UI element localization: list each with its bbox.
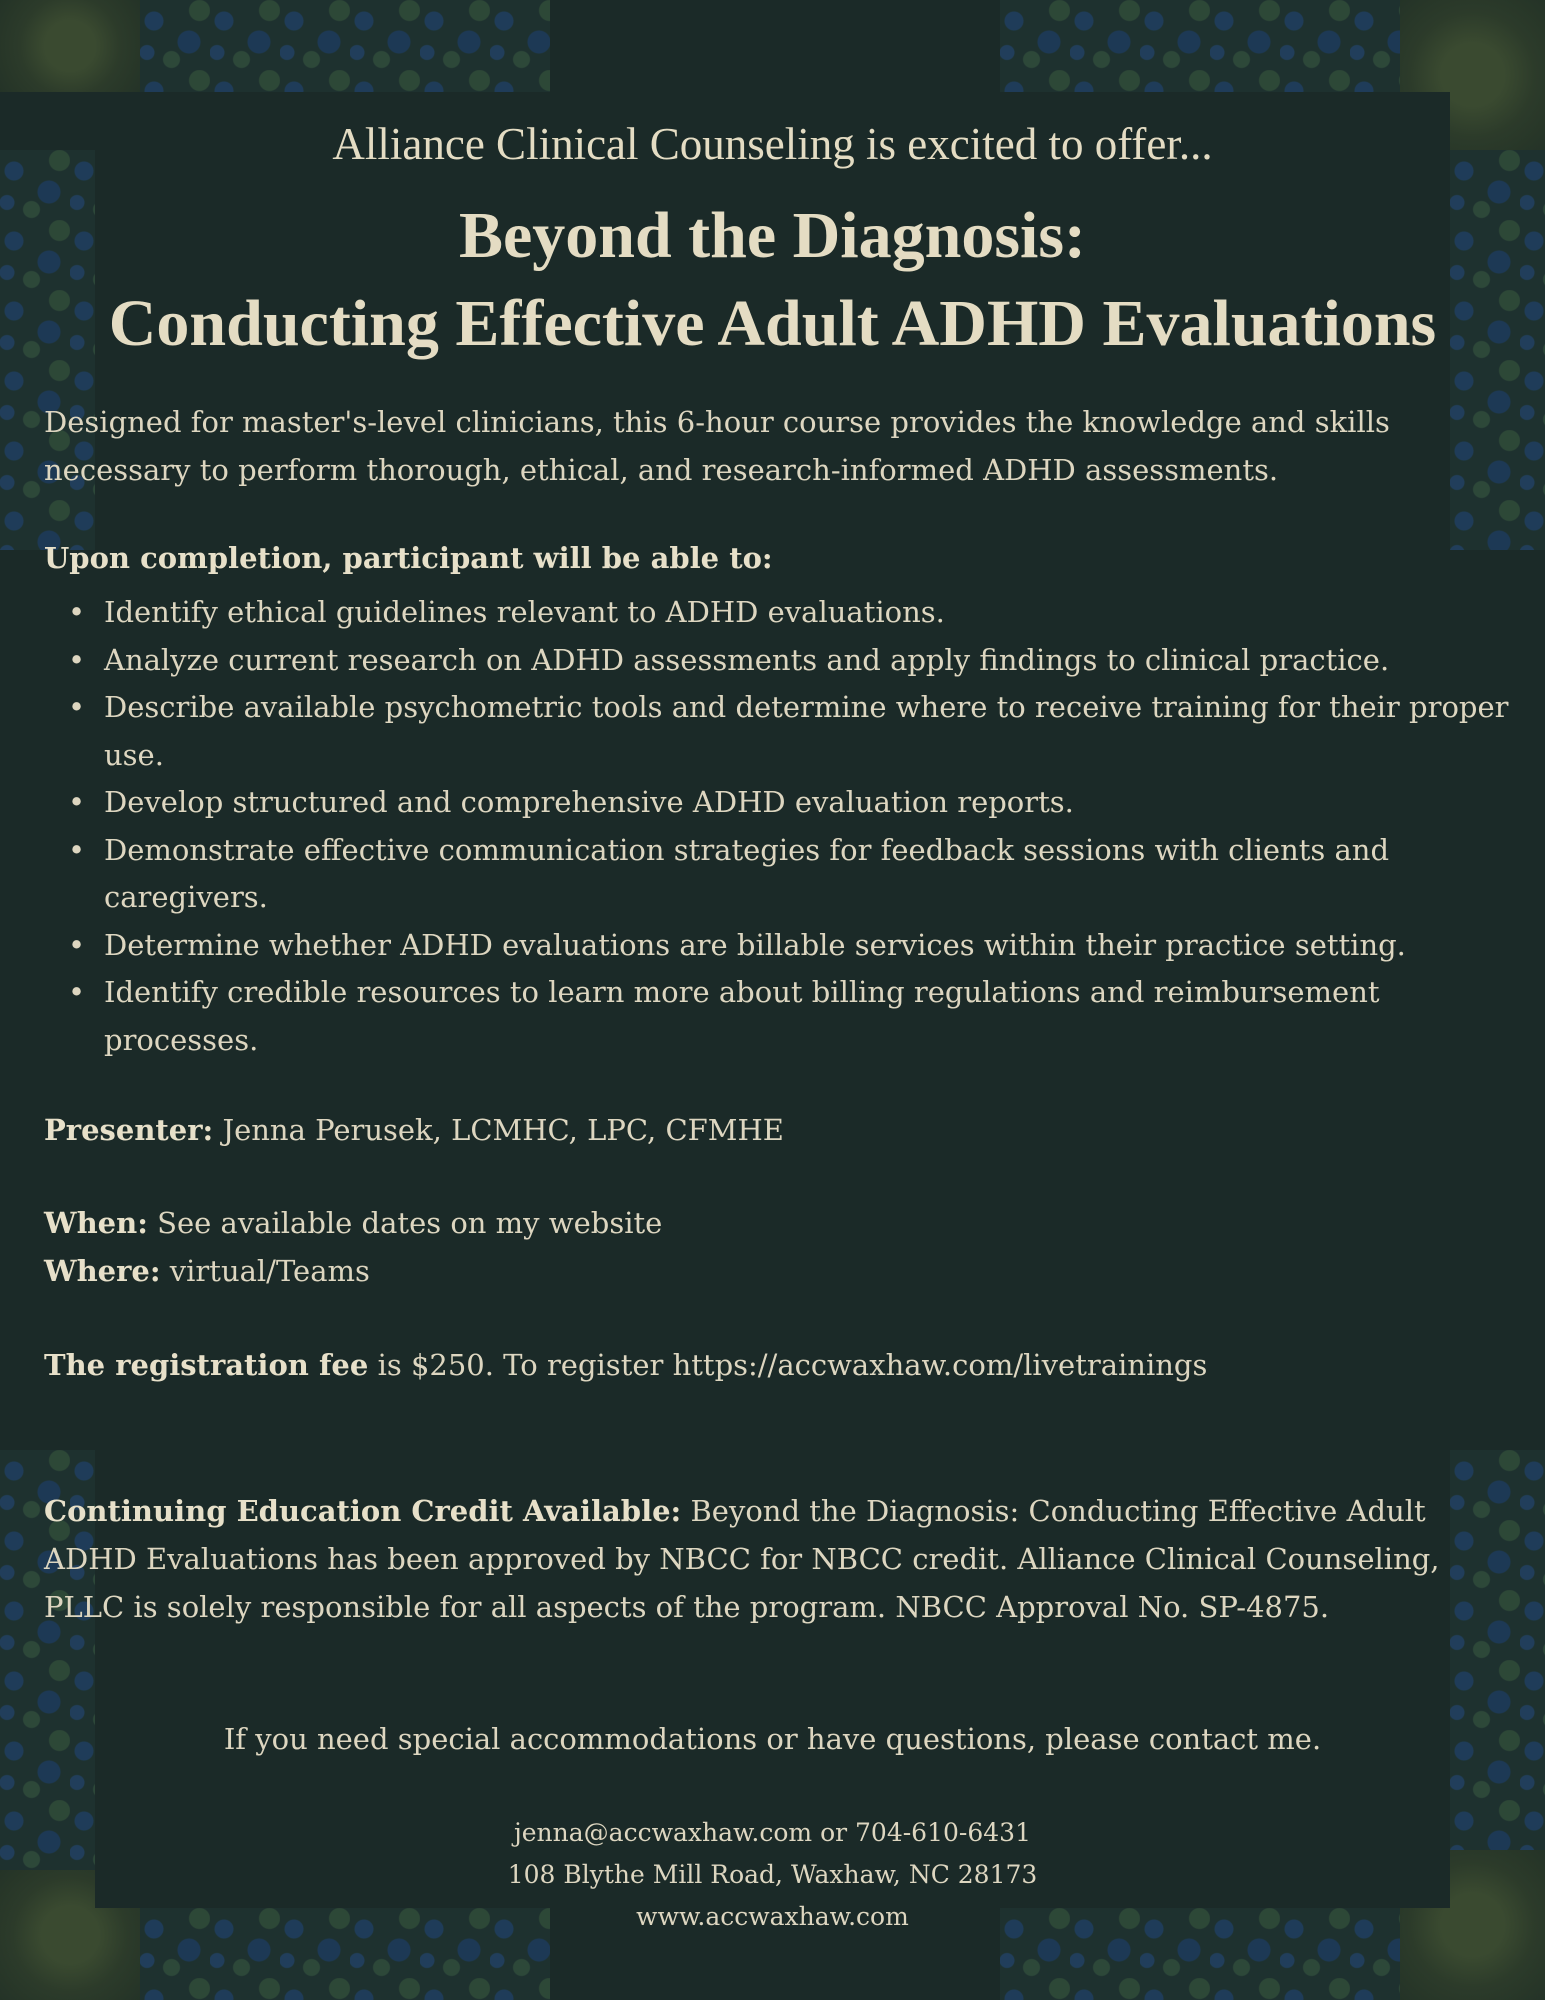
contact-website[interactable]: www.accwaxhaw.com — [636, 1902, 909, 1931]
course-description: Designed for master's-level clinicians, this 6-hour course provides the knowledge and skills necessary to perform thorough, ethical, and research-informed ADHD assessments. — [44, 405, 1390, 487]
presenter-field — [44, 1113, 784, 1147]
where-field — [44, 1254, 370, 1288]
registration-fee-field — [44, 1348, 1207, 1382]
course-title-line-1: Beyond the Diagnosis: — [458, 199, 1087, 272]
when-label: When: — [44, 1206, 148, 1240]
objective-item: • Identify credible resources to learn more about billing regulations and reimbursement processes. — [104, 969, 1514, 1064]
objective-item: • Describe available psychometric tools and determine where to receive training for their proper use. — [104, 684, 1514, 779]
contact-address: 108 Blythe Mill Road, Waxhaw, NC 28173 — [507, 1860, 1038, 1889]
presenter-label: Presenter: — [44, 1113, 214, 1147]
where-label: Where: — [44, 1254, 161, 1288]
when-field — [44, 1206, 662, 1240]
continuing-education-block — [44, 1487, 1514, 1631]
continuing-education-label: Continuing Education Credit Available: — [44, 1494, 682, 1528]
objectives-heading: Upon completion, participant will be able to: — [44, 541, 773, 575]
objective-item: • Develop structured and comprehensive ADHD evaluation reports. — [104, 779, 1514, 827]
objective-item: • Identify ethical guidelines relevant to ADHD evaluations. — [104, 589, 1514, 637]
registration-fee-label: The registration fee — [44, 1348, 369, 1382]
objective-item: • Analyze current research on ADHD assessments and apply findings to clinical practice. — [104, 637, 1514, 685]
objectives-list — [44, 589, 1514, 1064]
registration-fee-value[interactable]: is $250. To register https://accwaxhaw.com/livetrainings — [377, 1348, 1208, 1382]
intro-line: Alliance Clinical Counseling is excited to offer... — [332, 119, 1213, 169]
contact-email-phone[interactable]: jenna@accwaxhaw.com or 704-610-6431 — [514, 1818, 1031, 1847]
continuing-education-text: Beyond the Diagnosis: Conducting Effective Adult ADHD Evaluations has been approved by NBCC for NBCC credit. Alliance Clinical Counseling, PLLC is solely responsible for all aspects of the program. NBCC Approval No. SP-4875. — [44, 1494, 1440, 1624]
contact-note: If you need special accommodations or have questions, please contact me. — [223, 1722, 1322, 1756]
where-value: virtual/Teams — [169, 1254, 370, 1288]
course-title-line-2: Conducting Effective Adult ADHD Evaluations — [108, 287, 1437, 360]
when-value: See available dates on my website — [157, 1206, 663, 1240]
objective-item: • Demonstrate effective communication strategies for feedback sessions with clients and caregivers. — [104, 827, 1514, 922]
presenter-value: Jenna Perusek, LCMHC, LPC, CFMHE — [222, 1113, 784, 1147]
objective-item: • Determine whether ADHD evaluations are billable services within their practice setting. — [104, 922, 1514, 970]
